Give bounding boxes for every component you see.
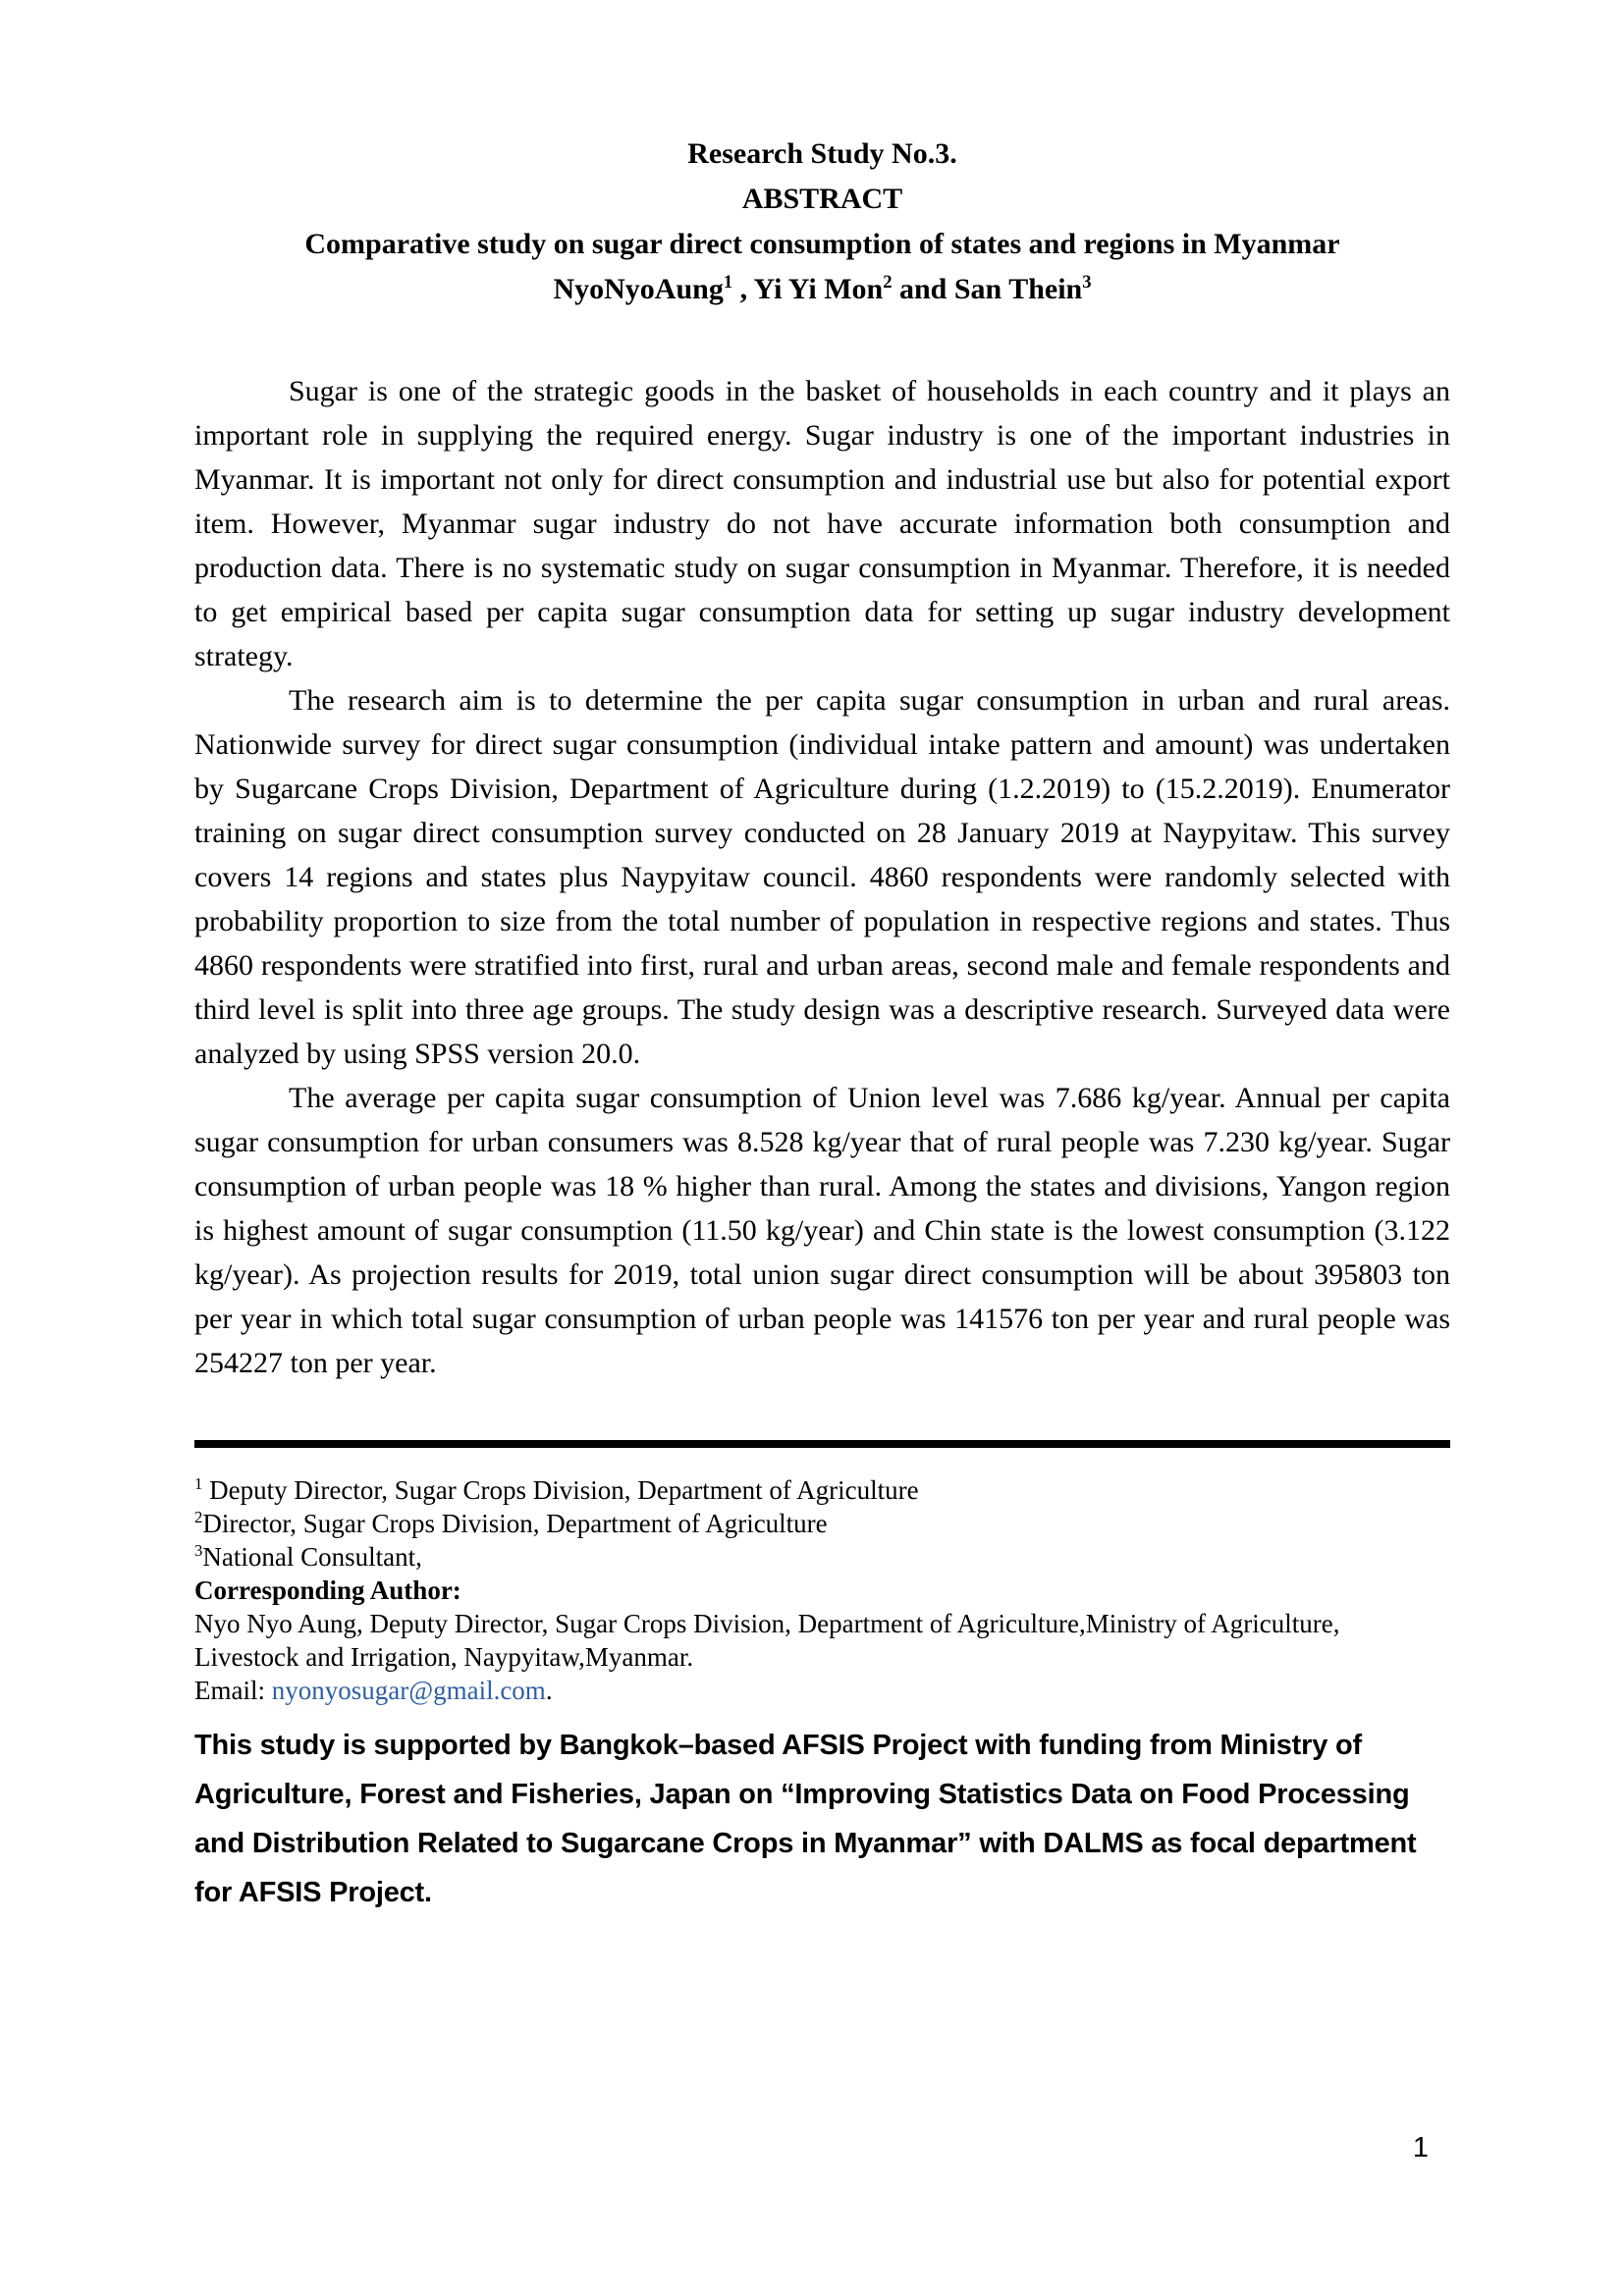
- email-line: [194, 1674, 1450, 1707]
- footnote-superscript: 1: [194, 1474, 203, 1493]
- page-number: 1: [1412, 2132, 1429, 2163]
- footnote-line: [194, 1473, 1450, 1507]
- study-number: Research Study No.3.: [687, 137, 957, 170]
- footnote-text: Deputy Director, Sugar Crops Division, Department of Agriculture: [202, 1475, 919, 1505]
- paper-title: Comparative study on sugar direct consumption of states and regions in Myanmar: [304, 228, 1340, 260]
- abstract-paragraph: Sugar is one of the strategic goods in the basket of households in each country and it plays an important role in supplying the required energy. Sugar industry is one of the important industries in Myanmar. It is important not only for direct consumption and industrial use but also for potential export item. However, Myanmar sugar industry do not have accurate information both consumption and production data. There is no systematic study on sugar consumption in Myanmar. Therefore, it is needed to get empirical based per capita sugar consumption data for setting up sugar industry development strategy.: [194, 375, 1450, 672]
- author-name: NyoNyoAung: [553, 273, 724, 305]
- author-superscript: 2: [883, 272, 893, 293]
- email-label: Email:: [194, 1676, 272, 1705]
- abstract-paragraph: The research aim is to determine the per capita sugar consumption in urban and rural areas. Nationwide survey for direct sugar consumption (individual intake pattern and amount) was undertaken by Sugarcane Crops Division, Department of Agriculture during (1.2.2019) to (15.2.2019). Enumerator training on sugar direct consumption survey conducted on 28 January 2019 at Naypyitaw. This survey covers 14 regions and states plus Naypyitaw council. 4860 respondents were randomly selected with probability proportion to size from the total number of population in respective regions and states. Thus 4860 respondents were stratified into first, rural and urban areas, second male and female respondents and third level is split into three age groups. The study design was a descriptive research. Surveyed data were analyzed by using SPSS version 20.0.: [194, 684, 1450, 1070]
- email-link[interactable]: nyonyosugar@gmail.com: [271, 1676, 546, 1705]
- footnotes-block: [194, 1473, 1450, 1707]
- footnote-superscript: 3: [194, 1541, 203, 1560]
- footnote-superscript: 2: [194, 1508, 203, 1526]
- abstract-paragraph: The average per capita sugar consumption of Union level was 7.686 kg/year. Annual per capita sugar consumption for urban consumers was 8.528 kg/year that of rural people was 7.230 kg/year. Sugar consumption of urban people was 18 % higher than rural. Among the states and divisions, Yangon region is highest amount of sugar consumption (11.50 kg/year) and Chin state is the lowest consumption (3.122 kg/year). As projection results for 2019, total union sugar direct consumption will be about 395803 ton per year in which total sugar consumption of urban people was 141576 ton per year and rural people was 254227 ton per year.: [194, 1082, 1450, 1379]
- footnote-text: Director, Sugar Crops Division, Department of Agriculture: [202, 1509, 828, 1538]
- abstract-body: [194, 369, 1450, 1385]
- author-superscript: 1: [723, 272, 733, 293]
- author-name: Yi Yi Mon: [753, 273, 884, 305]
- corresponding-author-text: Nyo Nyo Aung, Deputy Director, Sugar Crops Division, Department of Agriculture,Ministry of Agriculture, Livestock and Irrigation, Naypyitaw,Myanmar.: [194, 1609, 1340, 1672]
- footnote-text: National Consultant,: [202, 1542, 422, 1572]
- footnote-line: [194, 1507, 1450, 1540]
- author-separator: and: [892, 273, 954, 305]
- author-separator: ,: [732, 273, 754, 305]
- author-line: [194, 267, 1450, 312]
- funding-note: This study is supported by Bangkok–based AFSIS Project with funding from Ministry of Agriculture, Forest and Fisheries, Japan on “Improving Statistics Data on Food Processing and Distribution Related to Sugarcane Crops in Myanmar” with DALMS as focal department for AFSIS Project.: [194, 1730, 1417, 1908]
- corresponding-author-label: Corresponding Author:: [194, 1575, 461, 1605]
- footnote-line: [194, 1540, 1450, 1574]
- author-superscript: 3: [1082, 272, 1092, 293]
- author-name: San Thein: [953, 273, 1083, 305]
- footnote-separator-rule: [194, 1440, 1450, 1448]
- abstract-heading: ABSTRACT: [741, 183, 903, 215]
- email-suffix: .: [545, 1676, 553, 1705]
- heading-block: [194, 132, 1450, 312]
